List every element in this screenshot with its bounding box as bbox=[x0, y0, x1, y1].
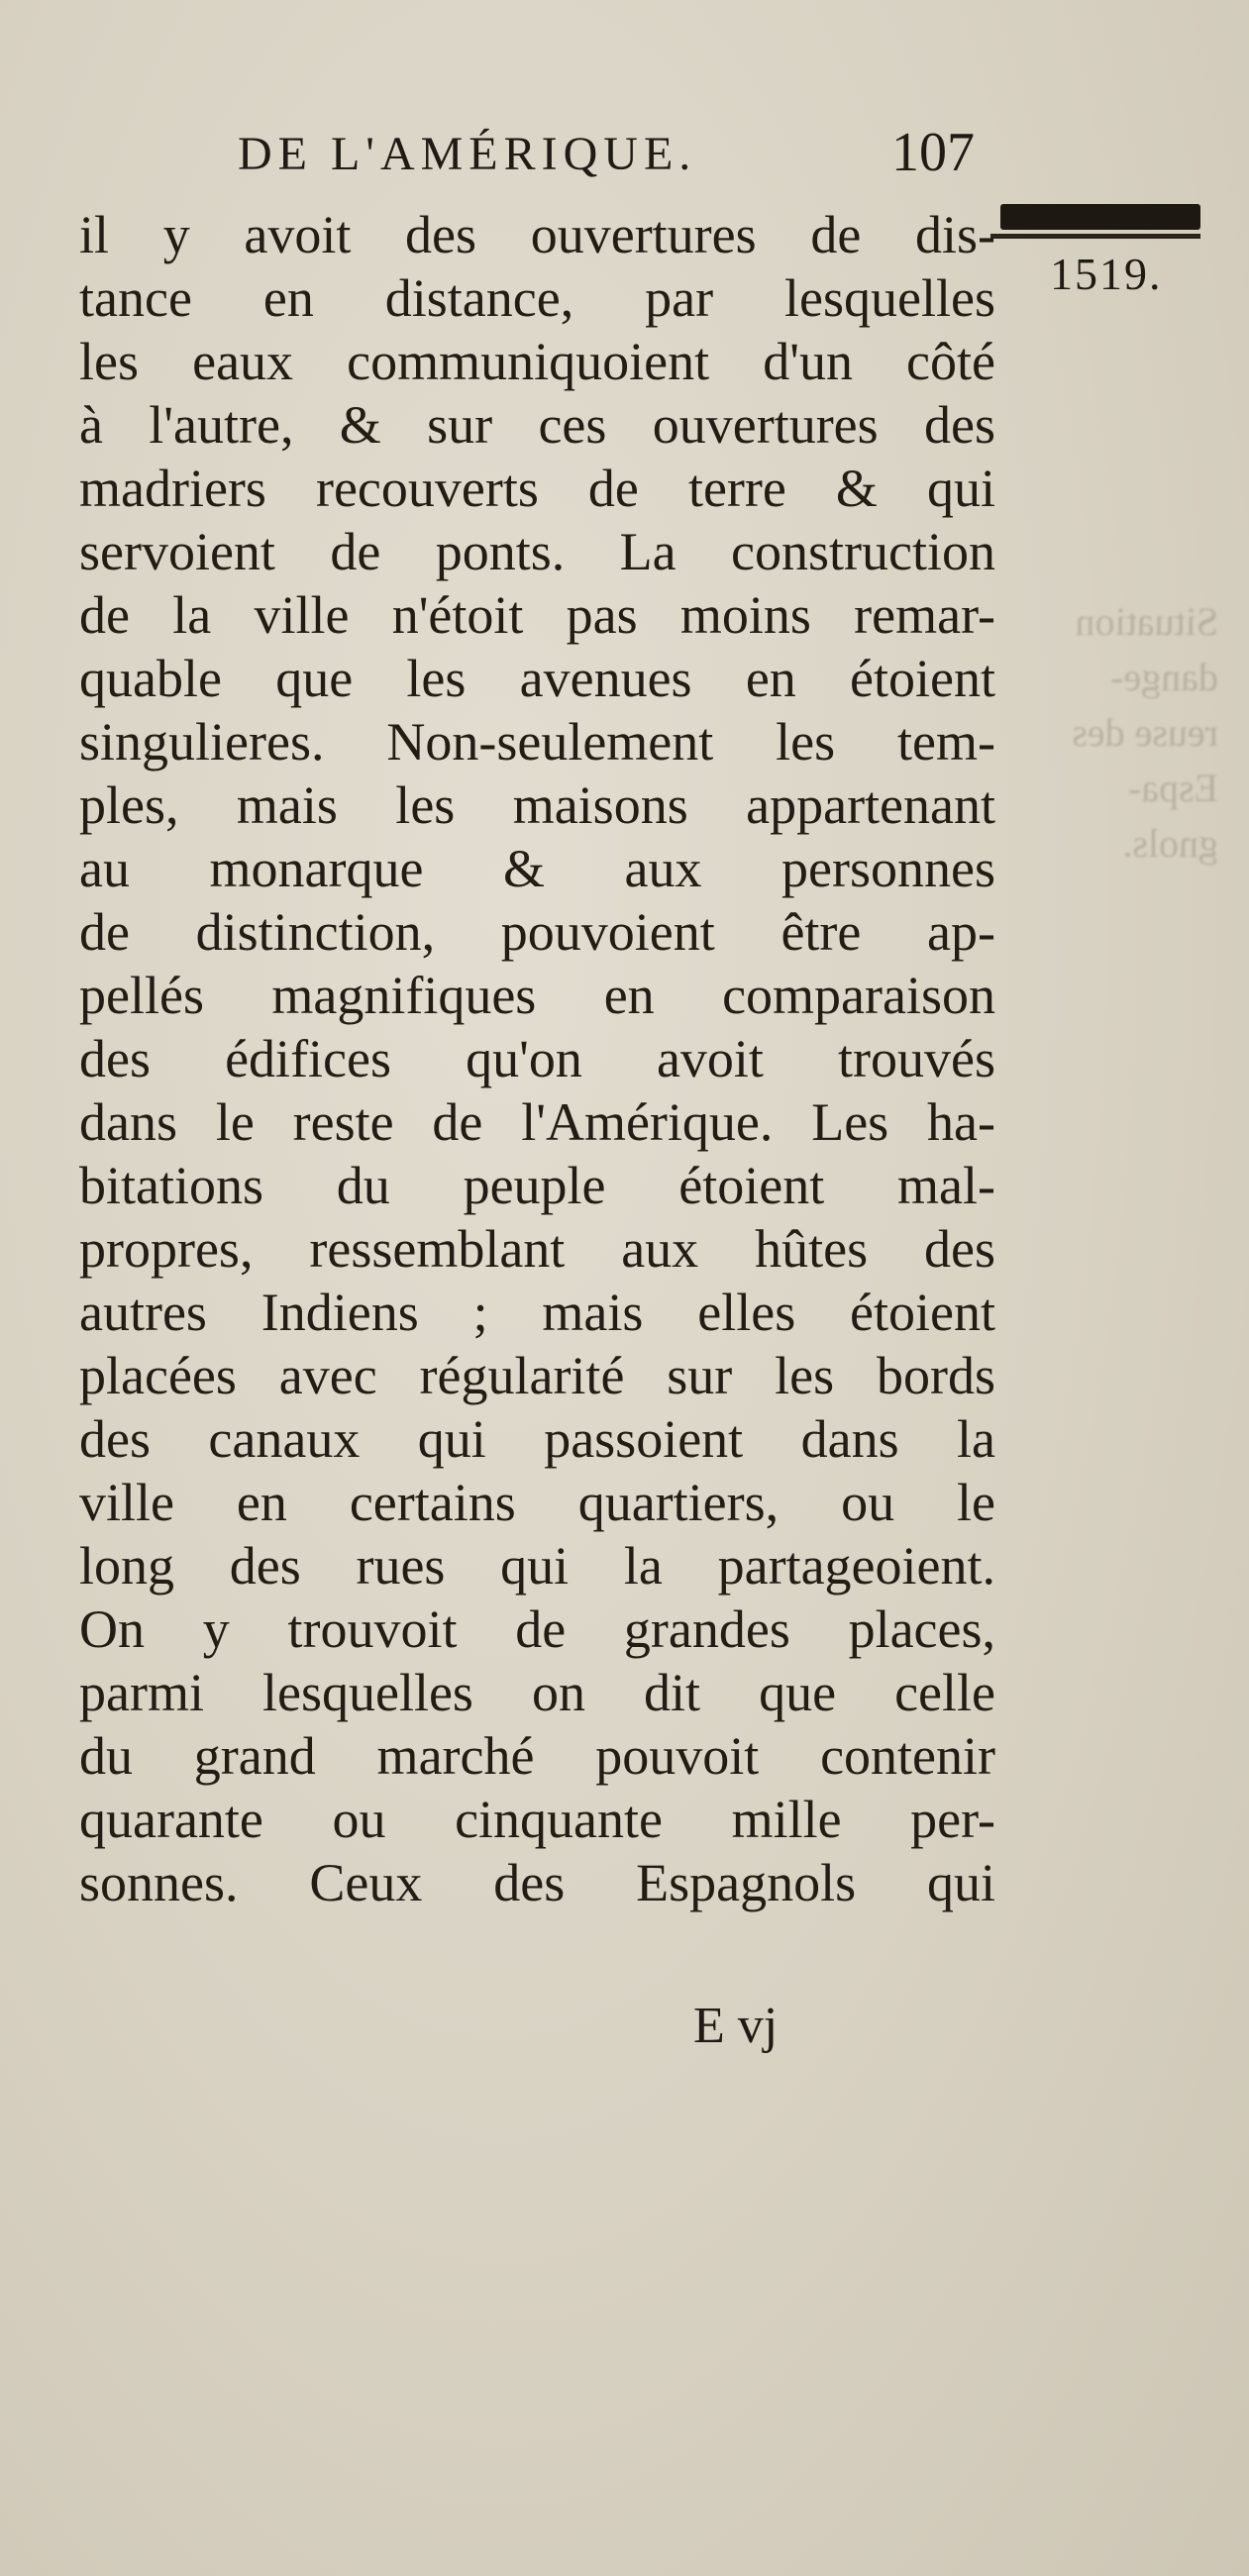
margin-rule bbox=[1000, 204, 1200, 230]
page-header bbox=[238, 122, 990, 196]
text-line: parmi lesquelles on dit que celle bbox=[79, 1663, 995, 1722]
text-line: à l'autre, & sur ces ouvertures des bbox=[79, 395, 995, 455]
page-number: 107 bbox=[891, 122, 975, 183]
running-title: DE L'AMÉRIQUE. bbox=[238, 128, 697, 180]
body-text bbox=[79, 203, 995, 1914]
text-line: placées avec régularité sur les bords bbox=[79, 1346, 995, 1405]
text-line: singulieres. Non-seulement les tem- bbox=[79, 712, 995, 772]
signature-mark: E vj bbox=[693, 1998, 779, 2054]
text-line: ples, mais les maisons appartenant bbox=[79, 775, 995, 835]
text-line: du grand marché pouvoit contenir bbox=[79, 1726, 995, 1786]
text-line: On y trouvoit de grandes places, bbox=[79, 1599, 995, 1659]
text-line: madriers recouverts de terre & qui bbox=[79, 459, 995, 518]
text-line: les eaux communiquoient d'un côté bbox=[79, 332, 995, 391]
text-line: des édifices qu'on avoit trouvés bbox=[79, 1029, 995, 1088]
text-line: il y avoit des ouvertures de dis- bbox=[79, 205, 995, 264]
margin-year: 1519. bbox=[1050, 249, 1163, 299]
margin-rule-thin bbox=[990, 234, 1200, 239]
text-line: de la ville n'étoit pas moins remar- bbox=[79, 585, 995, 645]
show-through-text: Situation dange- reuse des Espa- gnols. bbox=[1072, 599, 1218, 866]
text-line: sonnes. Ceux des Espagnols qui bbox=[79, 1853, 995, 1912]
text-line: au monarque & aux personnes bbox=[79, 839, 995, 898]
text-line: long des rues qui la partageoient. bbox=[79, 1536, 995, 1596]
text-line: bitations du peuple étoient mal- bbox=[79, 1156, 995, 1215]
text-line: servoient de ponts. La construction bbox=[79, 522, 995, 581]
text-line: ville en certains quartiers, ou le bbox=[79, 1473, 995, 1532]
text-line: tance en distance, par lesquelles bbox=[79, 268, 995, 328]
text-line: quable que les avenues en étoient bbox=[79, 649, 995, 708]
text-line: pellés magnifiques en comparaison bbox=[79, 966, 995, 1025]
text-line: dans le reste de l'Amérique. Les ha- bbox=[79, 1092, 995, 1152]
text-line: de distinction, pouvoient être ap- bbox=[79, 902, 995, 962]
text-line: autres Indiens ; mais elles étoient bbox=[79, 1283, 995, 1342]
text-line: des canaux qui passoient dans la bbox=[79, 1409, 995, 1469]
text-line: quarante ou cinquante mille per- bbox=[79, 1790, 995, 1849]
text-line: propres, ressemblant aux hûtes des bbox=[79, 1219, 995, 1279]
